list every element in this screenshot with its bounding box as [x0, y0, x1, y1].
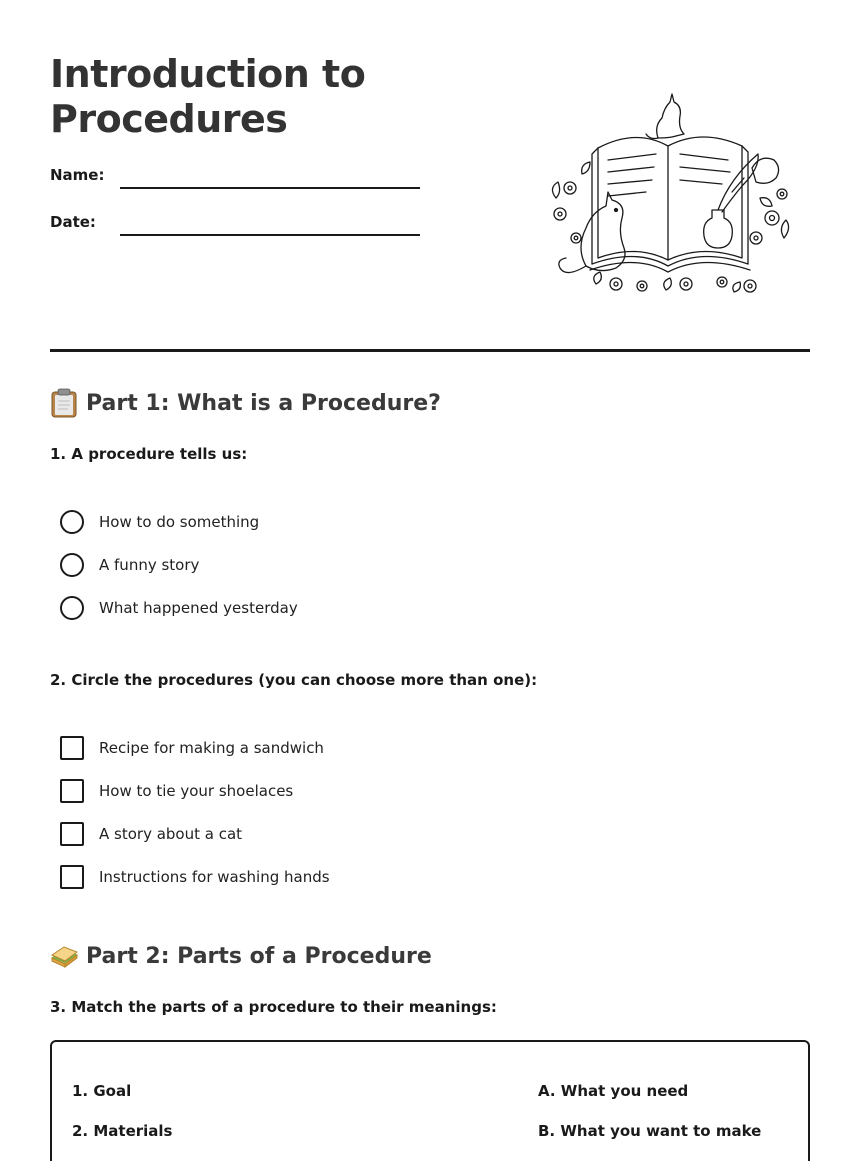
clipboard-icon: [50, 388, 78, 418]
option-label: Instructions for washing hands: [99, 868, 330, 886]
question-2-prompt: 2. Circle the procedures (you can choose more than one):: [50, 671, 538, 689]
date-field: [50, 211, 420, 235]
option-label: What happened yesterday: [99, 599, 298, 617]
sandwich-icon: [50, 941, 78, 971]
checkbox[interactable]: [60, 779, 84, 803]
date-label: Date:: [50, 213, 96, 231]
radio-button[interactable]: [60, 596, 84, 620]
checkbox[interactable]: [60, 865, 84, 889]
worksheet-header: [50, 0, 810, 352]
q2-option-2[interactable]: [60, 779, 293, 803]
matching-box: [50, 1040, 810, 1161]
part2-heading: [50, 941, 432, 971]
question-1-prompt: 1. A procedure tells us:: [50, 445, 248, 463]
match-left-item-1: 1. Goal: [72, 1082, 132, 1100]
name-label: Name:: [50, 166, 105, 184]
option-label: Recipe for making a sandwich: [99, 739, 324, 757]
name-field: [50, 164, 420, 188]
q1-option-3[interactable]: [60, 596, 298, 620]
checkbox[interactable]: [60, 822, 84, 846]
option-label: How to tie your shoelaces: [99, 782, 294, 800]
q2-option-4[interactable]: [60, 865, 330, 889]
q2-option-1[interactable]: [60, 736, 324, 760]
q1-option-1[interactable]: [60, 510, 259, 534]
question-3-prompt: 3. Match the parts of a procedure to their meanings:: [50, 998, 497, 1016]
checkbox[interactable]: [60, 736, 84, 760]
q1-option-2[interactable]: [60, 553, 199, 577]
match-left-item-2: 2. Materials: [72, 1122, 173, 1140]
page-title: Introduction to Procedures: [50, 52, 366, 141]
part1-heading: [50, 388, 441, 418]
match-right-item-a: A. What you need: [538, 1082, 689, 1100]
radio-button[interactable]: [60, 510, 84, 534]
q2-option-3[interactable]: [60, 822, 242, 846]
option-label: How to do something: [99, 513, 260, 531]
part2-heading-text: Part 2: Parts of a Procedure: [86, 943, 432, 969]
option-label: A story about a cat: [99, 825, 243, 843]
option-label: A funny story: [99, 556, 200, 574]
book-illustration-icon: [546, 88, 794, 300]
part1-heading-text: Part 1: What is a Procedure?: [86, 390, 441, 416]
name-write-line: [120, 187, 420, 189]
date-write-line: [120, 234, 420, 236]
radio-button[interactable]: [60, 553, 84, 577]
match-right-item-b: B. What you want to make: [538, 1122, 762, 1140]
